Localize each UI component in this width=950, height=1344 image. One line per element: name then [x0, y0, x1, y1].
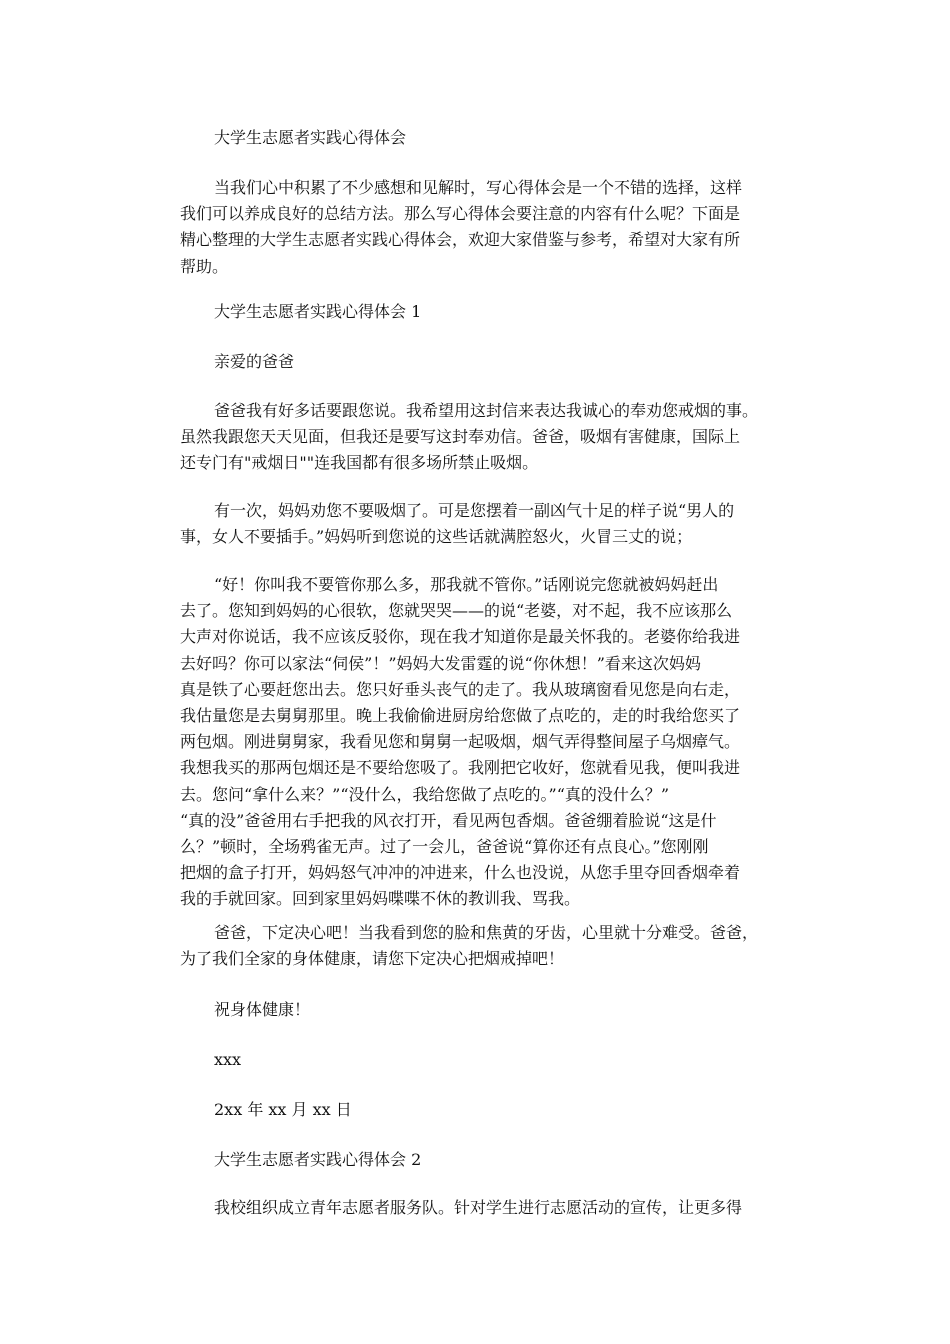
paragraph-3	[180, 572, 780, 912]
document-title: 大学生志愿者实践心得体会	[214, 128, 407, 147]
paragraph-2	[180, 498, 780, 550]
paragraph-line: 我的手就回家。回到家里妈妈喋喋不休的教训我、骂我。	[180, 889, 581, 909]
signature: xxx	[214, 1050, 242, 1069]
paragraph-line: 去了。您知到妈妈的心很软，您就哭哭——的说“老婆，对不起，我不应该那么	[180, 601, 733, 621]
paragraph-line: 我估量您是去舅舅那里。晚上我偷偷进厨房给您做了点吃的，走的时我给您买了	[180, 705, 741, 725]
paragraph-5	[180, 1195, 780, 1221]
intro-line: 帮助。	[180, 256, 229, 276]
paragraph-line: 去好吗？你可以家法“伺侯”！”妈妈大发雷霆的说“你休想！”看来这次妈妈	[180, 653, 701, 673]
paragraph-line: 大声对你说话，我不应该反驳你，现在我才知道你是最关怀我的。老婆你给我进	[180, 627, 741, 647]
paragraph-line: 爸爸我有好多话要跟您说。我希望用这封信来表达我诚心的奉劝您戒烟的事。	[214, 401, 759, 420]
paragraph-line: “好！你叫我不要管你那么多，那我就不管你。”话刚说完您就被妈妈赶出	[214, 575, 719, 594]
paragraph-line: 有一次，妈妈劝您不要吸烟了。可是您摆着一副凶气十足的样子说“男人的	[214, 501, 735, 520]
paragraph-line: 爸爸，下定决心吧！当我看到您的脸和焦黄的牙齿，心里就十分难受。爸爸，	[214, 923, 759, 942]
section2-heading: 大学生志愿者实践心得体会 2	[214, 1150, 422, 1169]
paragraph-line: “真的没”爸爸用右手把我的风衣打开，看见两包香烟。爸爸绷着脸说“这是什	[180, 810, 717, 830]
paragraph-line: 把烟的盒子打开，妈妈怒气冲冲的冲进来，什么也没说，从您手里夺回香烟牵着	[180, 863, 741, 883]
paragraph-line: 去。您问“拿什么来？”“没什么，我给您做了点吃的。”“真的没什么？”	[180, 784, 670, 804]
paragraph-line: 还专门有"戒烟日""连我国都有很多场所禁止吸烟。	[180, 453, 539, 473]
closing: 祝身体健康！	[214, 1000, 311, 1019]
paragraph-line: 事，女人不要插手。”妈妈听到您说的这些话就满腔怒火，火冒三丈的说；	[180, 527, 693, 547]
paragraph-line: 两包烟。刚进舅舅家，我看见您和舅舅一起吸烟，烟气弄得整间屋子乌烟瘴气。	[180, 732, 741, 752]
intro-line: 我们可以养成良好的总结方法。那么写心得体会要注意的内容有什么呢？下面是	[180, 204, 741, 224]
paragraph-line: 为了我们全家的身体健康，请您下定决心把烟戒掉吧！	[180, 949, 565, 969]
date: 2xx 年 xx 月 xx 日	[214, 1100, 352, 1119]
paragraph-line: 我校组织成立青年志愿者服务队。针对学生进行志愿活动的宣传，让更多得	[214, 1198, 743, 1217]
paragraph-4	[180, 920, 780, 972]
intro-line: 精心整理的大学生志愿者实践心得体会，欢迎大家借鉴与参考，希望对大家有所	[180, 230, 741, 250]
salutation: 亲爱的爸爸	[214, 352, 295, 371]
section1-heading: 大学生志愿者实践心得体会 1	[214, 302, 422, 321]
intro-paragraph	[180, 175, 780, 280]
paragraph-line: 么？”顿时，全场鸦雀无声。过了一会儿，爸爸说“算你还有点良心。”您刚刚	[180, 836, 709, 856]
intro-line: 当我们心中积累了不少感想和见解时，写心得体会是一个不错的选择，这样	[214, 178, 743, 197]
paragraph-line: 虽然我跟您天天见面，但我还是要写这封奉劝信。爸爸，吸烟有害健康，国际上	[180, 427, 741, 447]
paragraph-line: 真是铁了心要赶您出去。您只好垂头丧气的走了。我从玻璃窗看见您是向右走，	[180, 679, 741, 699]
paragraph-1	[180, 398, 780, 477]
paragraph-line: 我想我买的那两包烟还是不要给您吸了。我刚把它收好，您就看见我，便叫我进	[180, 758, 741, 778]
